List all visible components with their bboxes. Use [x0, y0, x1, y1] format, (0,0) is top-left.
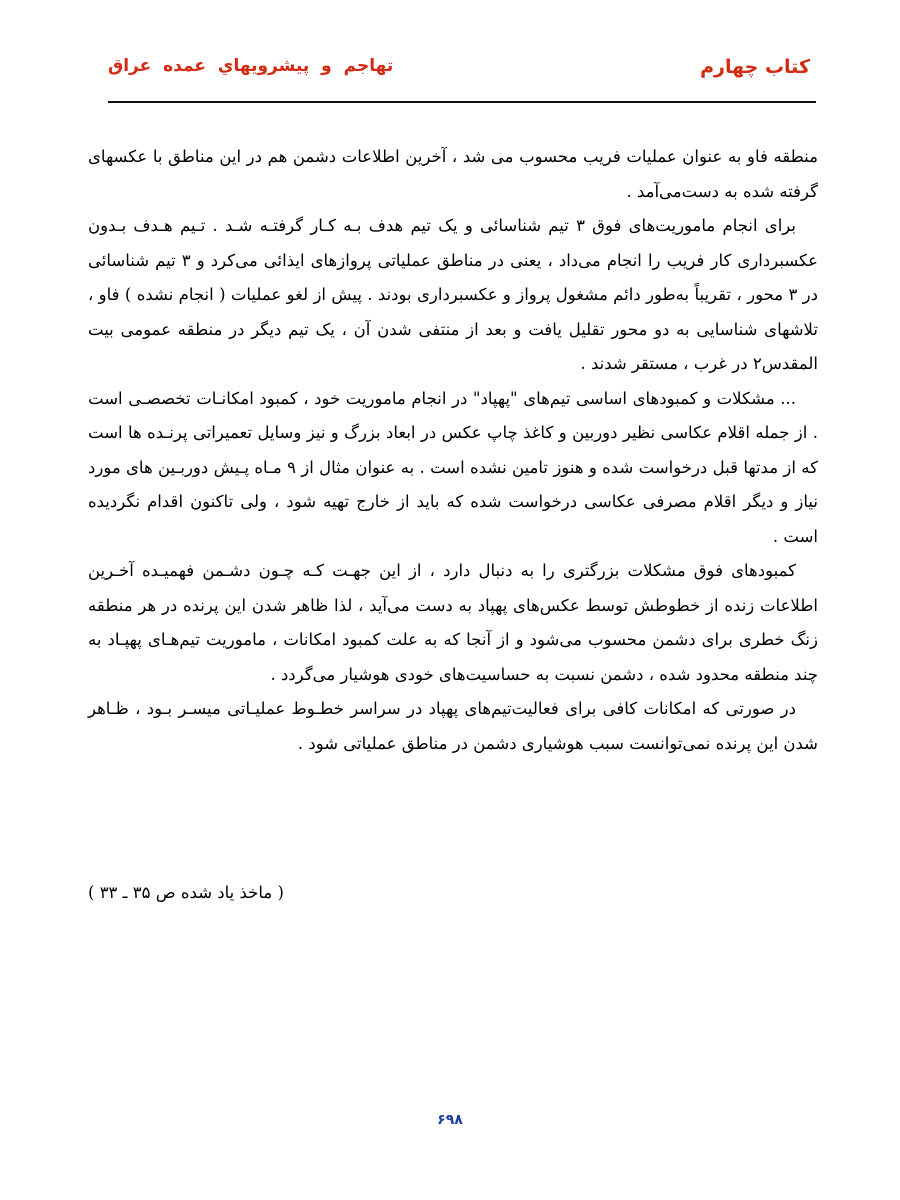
body-text — [88, 140, 818, 761]
source-note: ( ماخذ یاد شده ص ۳۵ ـ ۳۳ ) — [88, 883, 284, 902]
paragraph-5: در صورتی که امکانات کافی برای فعالیت‌تیم‌های پهپاد در سراسر خطـوط عملیـاتی میسـر بـود ، ظـاهر شدن این پرنده نمی‌توانست سبب هوشیاری دشمن در مناطق عملیاتی شود . — [88, 699, 818, 753]
paragraph-2: برای انجام ماموریت‌های فوق ۳ تیم شناسائی و یک تیم هدف بـه کـار گرفتـه شـد . تـیم هـدف بـدون عکسبرداری کار فریب را انجام می‌داد ، یعنی در مناطق عملیاتی پروازهای ایذائی می‌کرد و ۳ تیم شناسائی در ۳ محور ، تقریباً به‌طور دائم مشغول پرواز و عکسبرداری بودند . پیش از لغو عملیات ( انجام نشده ) فاو ، تلاشهای شناسایی به دو محور تقلیل یافت و بعد از منتفی شدن آن ، یک تیم دیگر در منطقه عمومی بیت المقدس۲ در غرب ، مستقر شدند . — [88, 216, 818, 373]
page-number: ۶۹۸ — [437, 1112, 463, 1128]
book-title: كتاب چهارم — [700, 56, 810, 78]
paragraph-4: کمبودهای فوق مشکلات بزرگتری را به دنبال دارد ، از این جهـت کـه چـون دشـمن فهمیـده آخـرین اطلاعات زنده از خطوطش توسط عکس‌های پهپاد به دست می‌آید ، لذا ظاهر شدن این پرنده در هر منطقه زنگ خطری برای دشمن محسوب می‌شود و از آنجا که به علت کمبود امکانات ، ماموریت تیم‌هـای پهپـاد به چند منطقه محدود شده ، دشمن نسبت به حساسیت‌های خودی هوشیار می‌گردد . — [88, 561, 818, 684]
paragraph-1: منطقه فاو به عنوان عملیات فریب محسوب می شد ، آخرین اطلاعات دشمن هم در این مناطق با عکسهای گرفته شده به دست‌می‌آمد . — [88, 147, 818, 201]
header-rule — [108, 101, 816, 103]
paragraph-3: ... مشکلات و کمبودهای اساسی تیم‌های "پهپاد" در انجام ماموریت خود ، کمبود امکانـات تخصصـی است . از جمله اقلام عکاسی نظیر دوربین و کاغذ چاپ عکس در ابعاد بزرگ و نیز وسایل تعمیراتی پرنـده ها است که از مدتها قبل درخواست شده و هنوز تامین نشده است . به عنوان مثال از ۹ مـاه پـیش دوربـین های مورد نیاز و دیگر اقلام مصرفی عکاسی درخواست شده که باید از خارج تهیه شود ، ولی تاکنون اقدام نگردیده است . — [88, 388, 818, 546]
chapter-title: تهاجم و پيشرويهاي عمده عراق — [108, 56, 394, 76]
running-header — [108, 56, 816, 86]
